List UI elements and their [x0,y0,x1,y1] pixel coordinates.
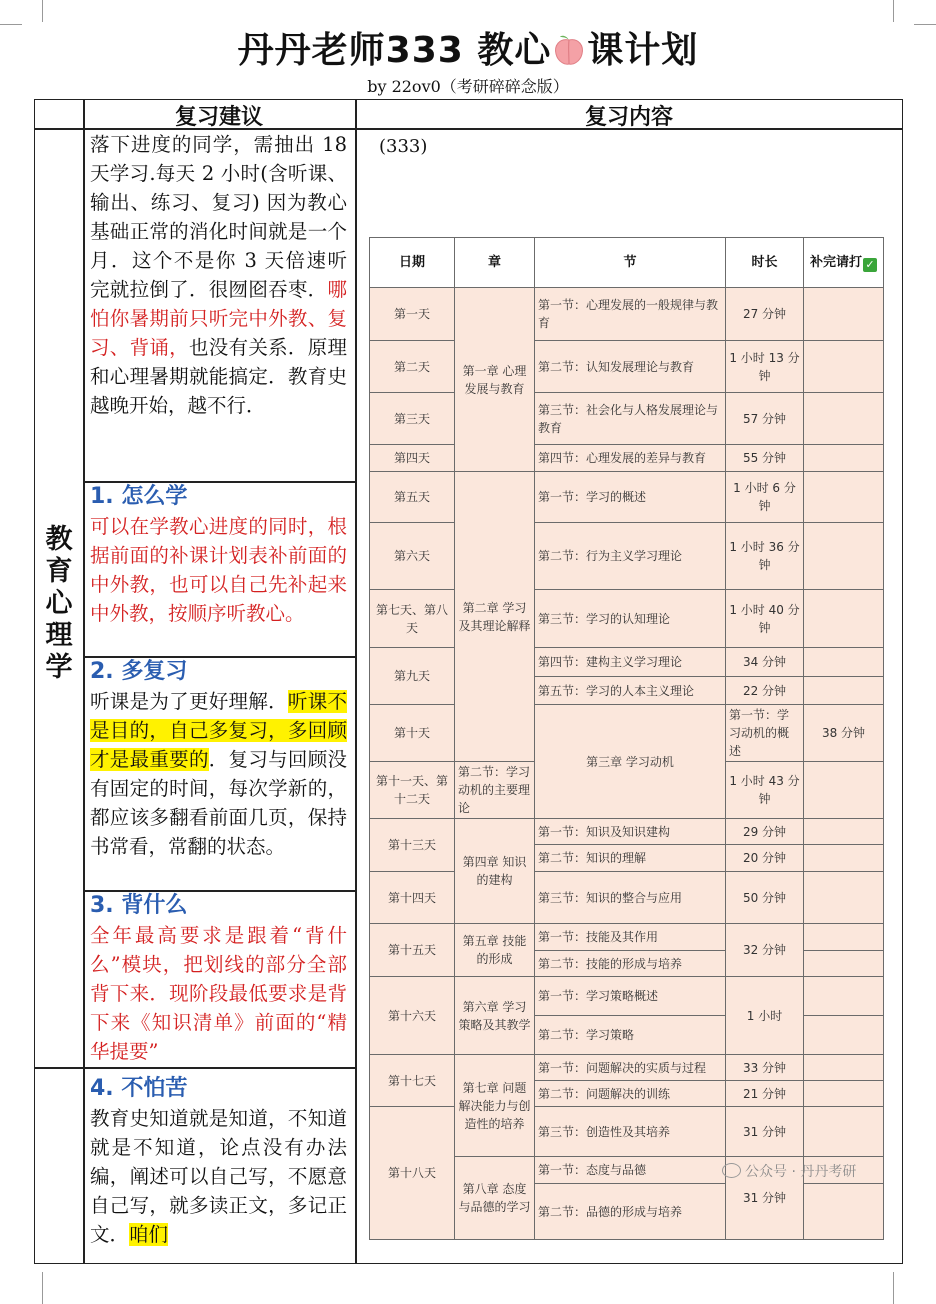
table-row: 第二节：知识的理解 20 分钟 [370,845,884,872]
header-content: 复习内容 [584,105,673,130]
checkmark-icon: ✓ [863,258,877,272]
check-cell[interactable] [804,1055,884,1081]
check-cell[interactable] [804,872,884,924]
col-header-check: 补完请打 ✓ [804,238,884,288]
check-cell[interactable] [804,1016,884,1055]
page-title: 丹丹老师333 教心 课计划 [237,30,699,71]
table-divider [34,1067,355,1069]
check-cell[interactable] [804,677,884,705]
check-cell[interactable] [804,924,884,951]
col-header-chapter: 章 [455,238,535,288]
table-row: 第十一天、第十二天 第二节：学习动机的主要理论 1 小时 43 分钟 [370,762,884,819]
table-header-row [370,238,884,288]
crop-mark [893,1272,894,1304]
subject-label-char: 育 [45,556,73,587]
table-divider [83,99,85,1264]
subject-label-char: 学 [45,652,73,683]
table-row: 第二节：学习策略 [370,1016,884,1055]
table-row: 第五天 第二章 学习及其理论解释 第一节：学习的概述 1 小时 6 分钟 [370,472,884,523]
header-advice: 复习建议 [174,105,263,130]
check-cell[interactable] [804,977,884,1016]
section-heading: 3. 背什么 [90,893,188,918]
table-row: 第十天 第三章 学习动机 第一节：学习动机的概述 38 分钟 [370,705,884,762]
check-cell[interactable] [804,951,884,977]
peach-icon [551,34,587,66]
section-text: 全年最高要求是跟着“背什么”模块，把划线的部分全部背下来．现阶段最低要求是背下来《知识清单》前面的“精华提要” [90,924,347,1063]
section-heading: 2. 多复习 [90,659,188,684]
check-cell[interactable] [804,523,884,590]
table-row: 第十八天 第三节：创造性及其培养 31 分钟 [370,1107,884,1157]
table-row: 第七天、第八天 第三节：学习的认知理论 1 小时 40 分钟 [370,590,884,648]
table-row: 第二节：技能的形成与培养 [370,951,884,977]
table-row: 第五节：学习的人本主义理论 22 分钟 [370,677,884,705]
check-cell[interactable] [804,472,884,523]
col-header-date: 日期 [370,238,455,288]
table-row: 第二天 第二节：认知发展理论与教育 1 小时 13 分钟 [370,341,884,393]
check-cell[interactable] [804,762,884,819]
advice-section-4 [90,1074,347,1249]
watermark: 公众号 · 丹丹考研 [722,1161,856,1181]
table-row: 第十四天 第三节：知识的整合与应用 50 分钟 [370,872,884,924]
section-heading: 1. 怎么学 [90,484,188,509]
check-cell[interactable] [804,819,884,845]
check-cell[interactable] [804,590,884,648]
crop-mark [42,1272,43,1304]
table-row: 第一天 第一章 心理发展与教育 第一节：心理发展的一般规律与教育 27 分钟 [370,288,884,341]
table-row: 第三天 第三节：社会化与人格发展理论与教育 57 分钟 [370,393,884,445]
subject-label-char: 心 [45,588,73,619]
advice-section-1 [90,482,347,628]
col-header-duration: 时长 [726,238,804,288]
check-cell[interactable] [804,1081,884,1107]
crop-mark [42,0,43,22]
table-row: 第十五天 第五章 技能的形成 第一节：技能及其作用 32 分钟 [370,924,884,951]
check-cell[interactable] [804,648,884,677]
check-cell[interactable] [804,845,884,872]
table-row: 第八章 态度与品德的学习 第一节：态度与品德 31 分钟 [370,1157,884,1184]
subject-label-char: 理 [45,620,73,651]
crop-mark [893,0,894,22]
subtitle: by 22ov0（考研碎碎念版） [367,77,569,96]
advice-section-3 [90,891,347,1066]
section-heading: 4. 不怕苦 [90,1076,188,1101]
table-row: 第六天 第二节：行为主义学习理论 1 小时 36 分钟 [370,523,884,590]
subject-label [39,524,79,684]
table-row: 第十三天 第四章 知识的建构 第一节：知识及知识建构 29 分钟 [370,819,884,845]
advice-section-2 [90,657,347,861]
check-cell[interactable] [804,1107,884,1157]
table-row: 第十六天 第六章 学习策略及其教学 第一节：学习策略概述 1 小时 [370,977,884,1016]
section-text: 听课是为了更好理解．听课不是目的，自己多复习，多回顾才是最重要的．复习与回顾没有固定的时间，每次学新的，都应该多翻看前面几页，保持书常看，常翻的状态。 [90,690,347,858]
ref-code-top: (333) [379,136,428,157]
advice-intro: 落下进度的同学，需抽出 18 天学习.每天 2 小时(含听课、输出、练习、复习) 因为教心基础正常的消化时间就是一个月．这个不是你 3 天倍速听完就拉倒了．很囫囵吞枣．哪怕你暑期前只听完中外教、复习、背诵，也没有关系．原理和心理暑期就能搞定．教育史越晚开始，越不行． [90,133,347,417]
section-text: 可以在学教心进度的同时，根据前面的补课计划表补前面的中外教，也可以自己先补起来中外教，按顺序听教心。 [90,515,347,625]
check-cell[interactable] [804,288,884,341]
wechat-icon [722,1163,741,1178]
table-row: 第九天 第四节：建构主义学习理论 34 分钟 [370,648,884,677]
check-cell[interactable] [804,393,884,445]
check-cell[interactable] [804,1184,884,1240]
table-row: 第二节：问题解决的训练 21 分钟 [370,1081,884,1107]
check-cell[interactable] [804,341,884,393]
subject-label-char: 教 [45,524,73,555]
table-divider [355,99,357,1264]
table-row: 第四天 第四节：心理发展的差异与教育 55 分钟 [370,445,884,472]
section-text: 教育史知道就是知道，不知道就是不知道，论点没有办法编，阐述可以自己写，不愿意自己写，就多读正文，多记正文．咱们 [90,1107,347,1246]
table-row: 第十七天 第七章 问题解决能力与创造性的培养 第一节：问题解决的实质与过程 33 分钟 [370,1055,884,1081]
table-row: 第二节：品德的形成与培养 [370,1184,884,1240]
check-cell[interactable] [804,445,884,472]
col-header-section: 节 [535,238,726,288]
schedule-table [369,237,884,1240]
